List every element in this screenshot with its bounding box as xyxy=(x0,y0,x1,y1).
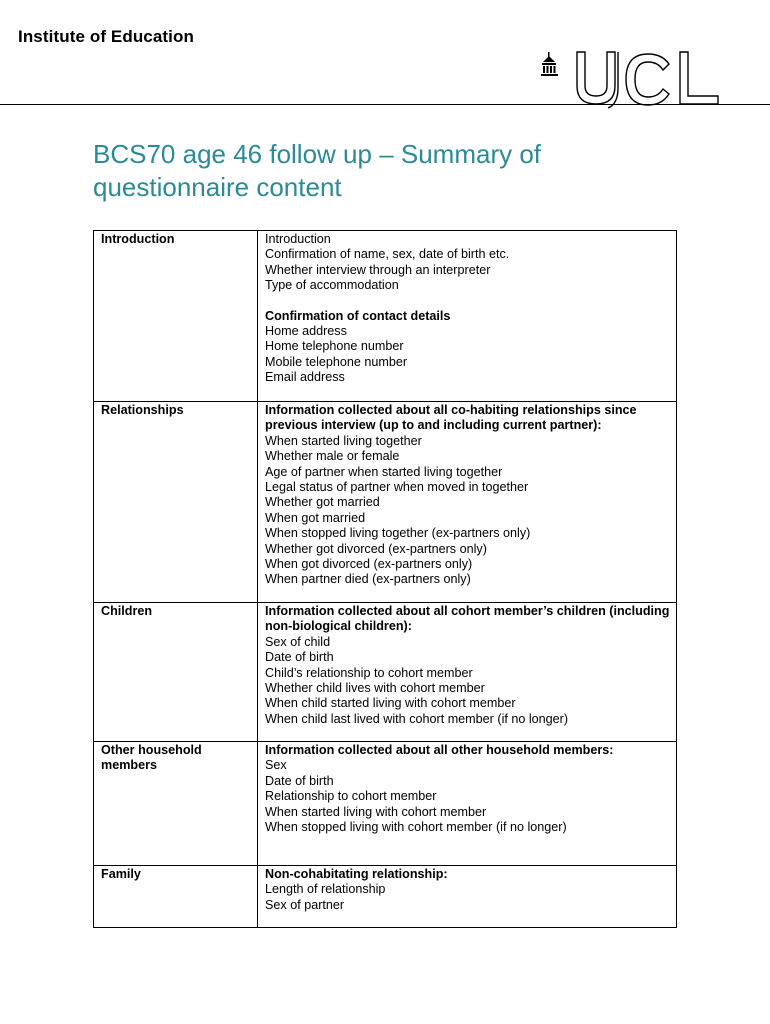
list-item: When child started living with cohort member xyxy=(265,696,516,711)
section-name: Children xyxy=(94,603,258,742)
list-item: When started living together xyxy=(265,433,422,448)
section-name xyxy=(94,742,258,866)
list-item: Type of accommodation xyxy=(265,278,399,293)
content-table xyxy=(93,230,677,928)
table-row xyxy=(94,866,677,928)
table-row xyxy=(94,402,677,603)
institute-name: Institute of Education xyxy=(18,27,194,46)
title-line-1: BCS70 age 46 follow up – Summary of xyxy=(93,139,542,169)
list-item: Confirmation of name, sex, date of birth etc. xyxy=(265,247,510,262)
list-item: When partner died (ex-partners only) xyxy=(265,572,471,587)
list-item: Sex of child xyxy=(265,634,331,649)
section-name: Relationships xyxy=(94,402,258,603)
list-item: Introduction xyxy=(265,232,331,246)
list-item: When stopped living with cohort member (if no longer) xyxy=(265,820,567,835)
list-item: When got married xyxy=(265,510,366,525)
list-item: When stopped living together (ex-partners only) xyxy=(265,526,531,541)
section-content xyxy=(258,402,677,603)
table-row xyxy=(94,742,677,866)
list-item: Sex of partner xyxy=(265,897,345,912)
list-item: Home address xyxy=(265,324,347,339)
header-rule xyxy=(0,104,770,105)
section-content xyxy=(258,603,677,742)
list-item: Length of relationship xyxy=(265,882,386,897)
document-title xyxy=(93,138,693,204)
section-name-line-1: Other household xyxy=(101,743,202,757)
section-name: Family xyxy=(94,866,258,928)
table-row xyxy=(94,231,677,402)
list-heading: Information collected about all co-habiting relationships since previous interview (up to and including current partner): xyxy=(265,403,637,433)
list-item: Home telephone number xyxy=(265,339,404,354)
list-item: Date of birth xyxy=(265,773,334,788)
list-item: Legal status of partner when moved in together xyxy=(265,480,529,495)
list-item: Whether interview through an interpreter xyxy=(265,262,491,277)
list-item: When started living with cohort member xyxy=(265,804,487,819)
portico-icon xyxy=(541,52,558,76)
section-content xyxy=(258,866,677,928)
list-item: Age of partner when started living together xyxy=(265,464,503,479)
list-item: When got divorced (ex-partners only) xyxy=(265,557,473,572)
list-item: When child last lived with cohort member (if no longer) xyxy=(265,711,569,726)
list-item: Sex xyxy=(265,758,287,773)
list-heading: Non-cohabitating relationship: xyxy=(265,867,448,881)
section-content xyxy=(258,742,677,866)
list-item: Relationship to cohort member xyxy=(265,789,437,804)
list-item: Mobile telephone number xyxy=(265,354,408,369)
list-heading: Confirmation of contact details xyxy=(265,308,451,323)
list-heading: Information collected about all other household members: xyxy=(265,743,614,757)
list-item: Whether got divorced (ex-partners only) xyxy=(265,541,487,556)
section-name: Introduction xyxy=(94,231,258,402)
title-line-2: questionnaire content xyxy=(93,172,342,202)
list-heading: Information collected about all cohort member’s children (including non-biological children): xyxy=(265,604,670,634)
ucl-logo xyxy=(540,48,770,112)
list-item: Whether male or female xyxy=(265,449,400,464)
section-content xyxy=(258,231,677,402)
list-item: Email address xyxy=(265,370,345,385)
list-item: Whether child lives with cohort member xyxy=(265,681,485,696)
list-item: Child’s relationship to cohort member xyxy=(265,665,473,680)
list-item: Whether got married xyxy=(265,495,380,510)
table-row xyxy=(94,603,677,742)
list-item: Date of birth xyxy=(265,650,334,665)
section-name-line-2: members xyxy=(101,758,158,773)
